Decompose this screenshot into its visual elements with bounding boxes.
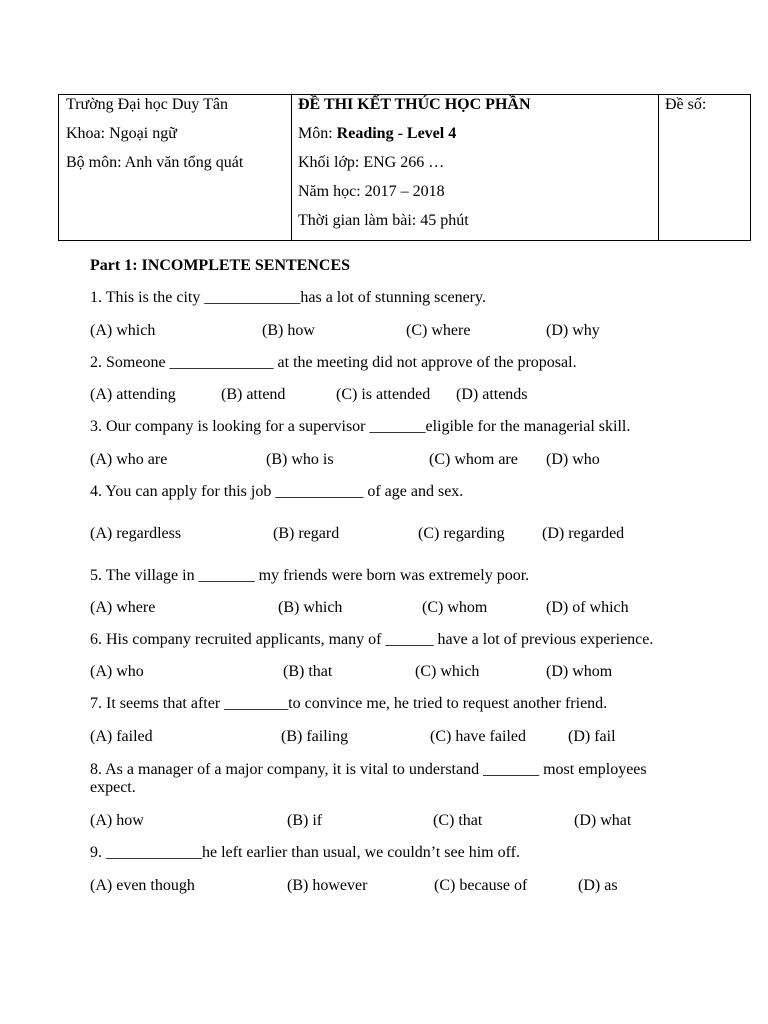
option-a: (A) who are	[90, 451, 168, 468]
option-c: (C) whom	[422, 599, 488, 616]
exam-subject	[298, 124, 658, 153]
option-c: (C) which	[415, 663, 480, 680]
option-d: (D) regarded	[542, 525, 625, 542]
option-d: (D) who	[546, 451, 600, 468]
exam-info-cell	[292, 95, 659, 241]
school-name: Trường Đại học Duy Tân	[66, 96, 229, 113]
option-a: (A) regardless	[90, 525, 182, 542]
option-b: (B) failing	[281, 728, 349, 745]
question-6: 6. His company recruited applicants, many of ______ have a lot of previous experience.	[90, 631, 654, 648]
exam-title: ĐỀ THI KẾT THÚC HỌC PHẦN	[298, 96, 531, 113]
option-b: (B) who is	[266, 451, 334, 468]
option-d: (D) of which	[546, 599, 629, 616]
option-d: (D) fail	[568, 728, 616, 745]
option-c: (C) regarding	[418, 525, 505, 542]
option-b: (B) attend	[221, 386, 286, 403]
option-d: (D) whom	[546, 663, 613, 680]
option-c: (C) where	[406, 322, 471, 339]
question-9: 9. ____________he left earlier than usual, we couldn’t see him off.	[90, 844, 520, 861]
question-8: 8. As a manager of a major company, it is vital to understand _______ most employees expect.	[90, 761, 647, 796]
question-4: 4. You can apply for this job ___________ of age and sex.	[90, 483, 464, 500]
option-b: (B) regard	[273, 525, 340, 542]
option-b: (B) that	[283, 663, 333, 680]
option-c: (C) is attended	[336, 386, 431, 403]
department-name: Bộ môn: Anh văn tổng quát	[66, 154, 244, 171]
question-5: 5. The village in _______ my friends were born was extremely poor.	[90, 567, 530, 584]
option-c: (C) because of	[434, 877, 528, 894]
exam-time: Thời gian làm bài: 45 phút	[298, 212, 469, 229]
question-2: 2. Someone _____________ at the meeting did not approve of the proposal.	[90, 354, 577, 371]
exam-class: Khối lớp: ENG 266 …	[298, 154, 445, 171]
option-a: (A) attending	[90, 386, 176, 403]
option-a: (A) who	[90, 663, 144, 680]
option-a: (A) where	[90, 599, 156, 616]
option-d: (D) why	[546, 322, 600, 339]
exam-year: Năm học: 2017 – 2018	[298, 183, 445, 200]
option-d: (D) what	[574, 812, 632, 829]
exam-number-cell	[659, 95, 751, 241]
option-a: (A) even though	[90, 877, 195, 894]
faculty-name: Khoa: Ngoại ngữ	[66, 125, 177, 142]
option-b: (B) how	[262, 322, 315, 339]
option-b: (B) however	[287, 877, 368, 894]
exam-header-table	[58, 94, 751, 241]
option-c: (C) that	[433, 812, 483, 829]
option-d: (D) as	[578, 877, 618, 894]
option-b: (B) if	[287, 812, 323, 829]
exam-number-label: Đề số:	[665, 96, 707, 113]
question-3: 3. Our company is looking for a supervisor _______eligible for the managerial skill.	[90, 418, 631, 435]
subject-value: Reading - Level 4	[336, 125, 457, 142]
option-b: (B) which	[278, 599, 343, 616]
option-a: (A) which	[90, 322, 156, 339]
option-d: (D) attends	[456, 386, 528, 403]
school-info-cell	[59, 95, 292, 241]
option-c: (C) whom are	[429, 451, 518, 468]
question-7: 7. It seems that after ________to convince me, he tried to request another friend.	[90, 695, 608, 712]
question-1: 1. This is the city ____________has a lot of stunning scenery.	[90, 289, 486, 306]
subject-label: Môn:	[298, 125, 337, 142]
part-title: Part 1: INCOMPLETE SENTENCES	[90, 257, 351, 274]
option-c: (C) have failed	[430, 728, 526, 745]
option-a: (A) failed	[90, 728, 153, 745]
option-a: (A) how	[90, 812, 144, 829]
